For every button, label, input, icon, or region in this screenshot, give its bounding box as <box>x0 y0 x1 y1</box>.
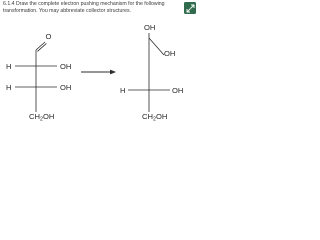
product-oh: OH <box>172 86 184 95</box>
reactant-subscript: 2 <box>39 116 43 122</box>
reactant-ch: CH <box>29 112 40 121</box>
product-structure <box>120 23 183 122</box>
product-ch: CH <box>142 112 153 121</box>
question-number: 6.1.4 <box>3 1 15 7</box>
reactant-structure <box>6 32 71 122</box>
carbonyl-oxygen: O <box>45 32 52 41</box>
reaction-scheme <box>0 0 200 122</box>
product-ch2oh <box>142 112 167 122</box>
product-subscript: 2 <box>152 116 156 122</box>
product-oh-end: OH <box>155 112 168 121</box>
reactant-oh-end: OH <box>42 112 55 121</box>
question-body: Draw the complete electron pushing mechanism for the following transformation. You may abbreviate collector structures. <box>3 1 165 14</box>
reactant-oh-2: OH <box>60 83 72 92</box>
product-h: H <box>120 86 126 95</box>
product-ring-oh: OH <box>164 49 176 58</box>
reactant-ch2oh <box>29 112 54 122</box>
reactant-h-2: H <box>6 83 12 92</box>
reaction-arrow-icon <box>81 70 116 75</box>
product-top-oh: OH <box>144 23 156 32</box>
product-ring-bond <box>149 38 164 55</box>
reactant-h-1: H <box>6 62 12 71</box>
reactant-oh-1: OH <box>60 62 72 71</box>
